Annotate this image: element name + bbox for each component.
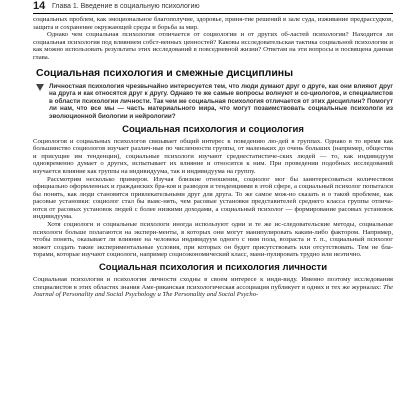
paragraph-continuation: социальных проблем, как эмоциональное благополучие, здоровье, приня-тие решений в зале суда, изживание предрассудков, защита и сохранение окружающей среды и борьба за мир. [33, 16, 393, 31]
paragraph-text: Социальная психология и психология личности сходны в своем интересе к инди-виду. Именно поэтому исследования специалистов в этих областях знания Аме-риканская психологическая ассоциация публикует в одних и тех же журналах: [33, 276, 393, 291]
page-header [0, 0, 420, 13]
page-content [33, 16, 393, 299]
section-heading: Социальная психология и смежные дисциплины [36, 66, 294, 79]
journal-reference: The Journal of Personality and Social Psychology и The Personality and Social Psycho- [33, 283, 394, 299]
subsection-heading-personality: Социальная психология и психология личности [98, 262, 328, 274]
page-number: 14 [33, 0, 46, 12]
subsection-heading-sociology: Социальная психология и социология [122, 123, 304, 135]
header-rule [33, 13, 393, 14]
section-intro-text: Личностная психология чрезвычайно интересуется тем, что люди думают друг о друге, как они влияют друг на друга и как относятся друг к другу. Однако те же самые вопросы волнуют и со-циологов, и специалистов в области психологии личности. Так чем же социальная психология отличается от этих дисциплин? Помогут ли нам, что все мы — часть материального мира, что могут позаимствовать социальные психологи из эволюционной биологии и нейрологии? [49, 82, 393, 120]
triangle-marker-icon [36, 84, 44, 91]
paragraph: Социологов и социальных психологов связывает общий интерес к поведению лю-дей в группах. Однако в то время как большинство социологов изучает различ-ные по численности группы, от маленьких до очень больших (например, общества и присущие им тенденции), социальные психологи изучают среднестатистиче-ских людей — то, как индивидуум одновременно думает о других, испытывает их влияние и относится к ним. При проведении подобных исследований изучается влияние как группы на индивидуума, так и индивидуума на группу. [33, 137, 393, 175]
chapter-title: Глава 1. Введение в социальную психологию [52, 3, 200, 10]
paragraph-questions: Однако чем социальная психология отличается от социологии и от других об-ластей психологии? Находится ли социальная психология под влиянием собст-венных ценностей? Каковы исследовательская тактика социальной психологии и как можно использовать результаты этих исследований в повседневной жизни? Ответам на эти вопросы и посвящена данная глава. [33, 31, 393, 61]
paragraph [33, 276, 393, 299]
section-intro [33, 83, 393, 121]
paragraph: Хотя социологи и социальные психологи иногда используют одни и те же ис-следовательские методы, социальные психологи больше полагаются на экспери-менты, в которых они могут манипулировать каким-либо фактором. Например, чтобы понять, оказывает ли влияние на человека индивидуум одного с ним пола, возраста и т. п., социальный психолог может создать такие экспериментальные условия, при которых он будет присутствовать или отсутствовать. Тем не бла-торами, которые изучают социологи, например социоэкономический класс, мани-пулировать трудно или неэтично. [33, 221, 393, 259]
paragraph: Рассмотрим несколько примеров. Изучая близкие отношения, социолог мог бы заинтересоваться количеством официально оформленных и гражданских бра-ков и разводов и тенденциями в этой сфере, а социальный психолог попытался бы понять, как люди становятся привлекательными друг для друга. То же самое мож-но сказать и о такой проблеме, как расовые установки: социолог стал бы выяс-нять, чем расовые установки представителей среднего класса группы отлича-ются от расовых установок людей с более низкими доходами, а социальный психолог — формирование расовых установок индивидуума. [33, 175, 393, 221]
